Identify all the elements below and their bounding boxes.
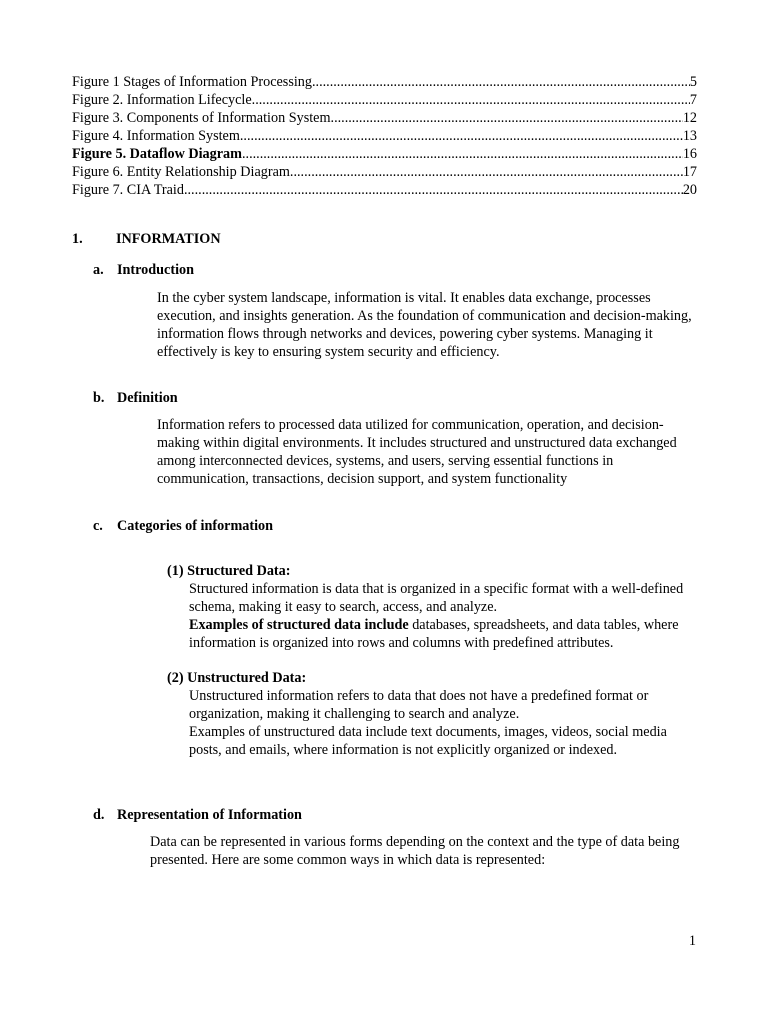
- section-heading: [72, 231, 221, 248]
- dot-leader: [312, 73, 690, 91]
- figure-page: 12: [682, 110, 697, 126]
- definition-paragraph: Information refers to processed data utilized for communication, operation, and decision-making within digital environments. It includes structured and unstructured data exchanged among interconnected devices, systems, and users, serving essential functions in communication, transactions, decision support, and system functionality: [157, 417, 677, 487]
- figure-entry[interactable]: [72, 109, 697, 127]
- dot-leader: [242, 145, 683, 163]
- subsection-letter: a.: [93, 262, 104, 278]
- page-number: 1: [688, 933, 696, 949]
- subsection-letter: c.: [93, 518, 103, 534]
- structured-data-label: (1) Structured Data:: [167, 563, 291, 579]
- introduction-paragraph: In the cyber system landscape, information is vital. It enables data exchange, processes execution, and insights generation. As the foundation of communication and decision-making, information flows through networks and devices, powering cyber systems. Managing it effectively is key to ensuring system security and efficiency.: [157, 290, 692, 360]
- dot-leader: [240, 127, 683, 145]
- figure-page: 13: [682, 128, 697, 144]
- dot-leader: [252, 91, 690, 109]
- figure-label: Figure 4. Information System: [72, 128, 240, 144]
- figure-label: Figure 7. CIA Traid: [72, 182, 184, 198]
- figure-page: 5: [689, 74, 697, 90]
- structured-data-description: Structured information is data that is organized in a specific format with a well-defined schema, making it easy to search, access, and analyze.: [189, 581, 684, 615]
- subsection-heading-introduction: [93, 262, 194, 279]
- representation-paragraph: Data can be represented in various forms depending on the context and the type of data being presented. Here are some common ways in which data is represented:: [150, 834, 680, 868]
- figure-page: 7: [689, 92, 697, 108]
- figure-label: Figure 1 Stages of Information Processing: [72, 74, 312, 90]
- unstructured-data-examples: Examples of unstructured data include text documents, images, videos, social media posts, and emails, where information is not explicitly organized or indexed.: [189, 724, 667, 758]
- figure-label: Figure 5. Dataflow Diagram: [72, 146, 242, 162]
- section-number: 1.: [72, 231, 83, 247]
- figure-page: 17: [682, 164, 697, 180]
- figure-entry[interactable]: [72, 127, 697, 145]
- figure-label: Figure 6. Entity Relationship Diagram: [72, 164, 290, 180]
- subsection-title: Introduction: [117, 262, 194, 278]
- table-of-figures: [72, 73, 697, 199]
- subsection-letter: b.: [93, 390, 105, 406]
- dot-leader: [184, 181, 683, 199]
- figure-page: 16: [682, 146, 697, 162]
- subsection-letter: d.: [93, 807, 105, 823]
- examples-text: databases, spreadsheets, and data tables, where information is organized into rows and columns with predefined attributes.: [189, 617, 679, 651]
- subsection-heading-definition: [93, 390, 178, 407]
- subsection-title: Definition: [117, 390, 178, 406]
- subsection-title: Categories of information: [117, 518, 274, 534]
- figure-page: 20: [682, 182, 697, 198]
- unstructured-data-label: (2) Unstructured Data:: [167, 670, 307, 686]
- figure-entry[interactable]: [72, 73, 697, 91]
- figure-entry[interactable]: [72, 91, 697, 109]
- structured-data-examples: [189, 616, 694, 652]
- dot-leader: [290, 163, 683, 181]
- dot-leader: [331, 109, 683, 127]
- figure-entry[interactable]: [72, 181, 697, 199]
- unstructured-data-description: Unstructured information refers to data that does not have a predefined format or organization, making it challenging to search and analyze.: [189, 688, 649, 722]
- section-title: INFORMATION: [116, 231, 221, 247]
- subsection-heading-categories: [93, 518, 273, 535]
- examples-lead: Examples of structured data include: [189, 617, 409, 633]
- subsection-heading-representation: [93, 807, 302, 824]
- figure-entry[interactable]: [72, 145, 697, 163]
- figure-entry[interactable]: [72, 163, 697, 181]
- figure-label: Figure 2. Information Lifecycle: [72, 92, 252, 108]
- subsection-title: Representation of Information: [117, 807, 302, 823]
- figure-label: Figure 3. Components of Information System: [72, 110, 331, 126]
